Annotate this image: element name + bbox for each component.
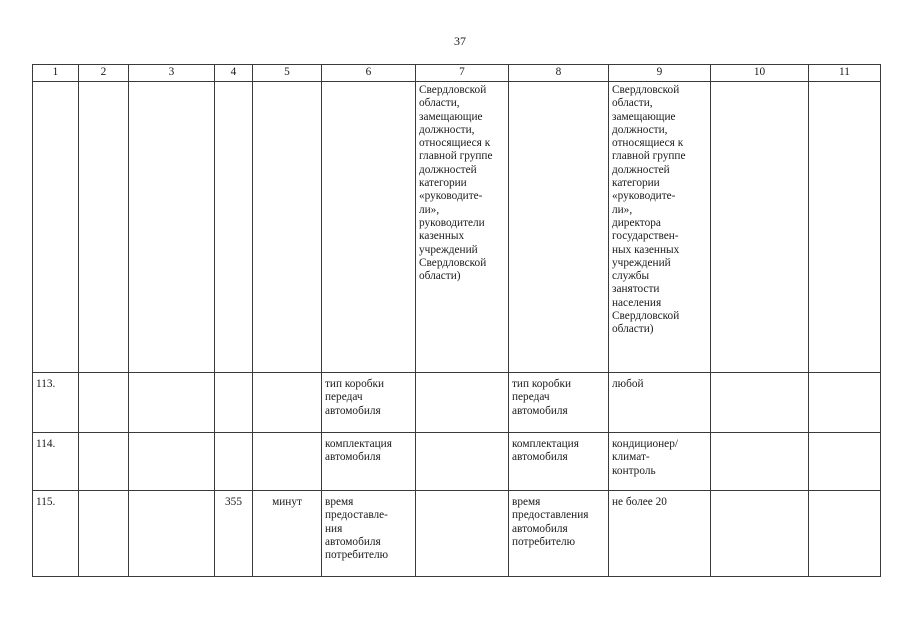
table-cell [33,82,79,373]
table-cell [215,373,253,433]
table-cell-col9: не более 20 [609,491,711,577]
table-cell [809,491,881,577]
table-cell [253,373,322,433]
header-cell: 2 [79,65,129,82]
table-cell [711,433,809,491]
header-cell: 3 [129,65,215,82]
table-row-continuation [33,82,881,373]
table-cell-col8: тип коробки передач автомобиля [509,373,609,433]
header-cell: 9 [609,65,711,82]
header-cell: 7 [416,65,509,82]
table-cell-col8: комплектация автомобиля [509,433,609,491]
table-cell-col9: Свердловской области, замещающие должности, относящиеся к главной группе должностей категории «руководите- ли», директора государствен- ных казенных учреждений службы занятости населения Свердловской области) [609,82,711,373]
table-cell-col6: тип коробки передач автомобиля [322,373,416,433]
row-number: 115. [33,491,79,577]
row-number: 114. [33,433,79,491]
unit-name: минут [253,491,322,577]
table-cell [416,433,509,491]
table-cell-col6: комплектация автомобиля [322,433,416,491]
table-cell [509,82,609,373]
row-number: 113. [33,373,79,433]
table-row-115 [33,491,881,577]
table-cell [253,82,322,373]
header-cell: 11 [809,65,881,82]
table-cell [809,433,881,491]
table-cell-col8: время предоставления автомобиля потребителю [509,491,609,577]
table-cell [129,491,215,577]
table-cell [809,82,881,373]
header-cell: 4 [215,65,253,82]
header-row [33,65,881,82]
header-cell: 8 [509,65,609,82]
header-cell: 5 [253,65,322,82]
table-cell-col9: любой [609,373,711,433]
table-cell-col9: кондиционер/ климат- контроль [609,433,711,491]
table-cell [79,433,129,491]
header-cell: 1 [33,65,79,82]
table-cell-col6: время предоставле- ния автомобиля потребителю [322,491,416,577]
table-cell [79,491,129,577]
table-cell [79,82,129,373]
requirements-table [32,64,881,577]
table-cell [79,373,129,433]
table-cell-col7: Свердловской области, замещающие должности, относящиеся к главной группе должностей категории «руководите- ли», руководители казенных учреждений Свердловской области) [416,82,509,373]
page-number: 37 [454,34,466,48]
table-cell [416,491,509,577]
table-cell [416,373,509,433]
table-cell [322,82,416,373]
table-cell [129,373,215,433]
header-cell: 6 [322,65,416,82]
table-cell [129,433,215,491]
table-cell [253,433,322,491]
table-cell [809,373,881,433]
table-cell [711,373,809,433]
table-row-113 [33,373,881,433]
unit-code: 355 [215,491,253,577]
table-cell [711,491,809,577]
table-cell [129,82,215,373]
table-cell [711,82,809,373]
table-row-114 [33,433,881,491]
header-cell: 10 [711,65,809,82]
table-cell [215,82,253,373]
table-cell [215,433,253,491]
